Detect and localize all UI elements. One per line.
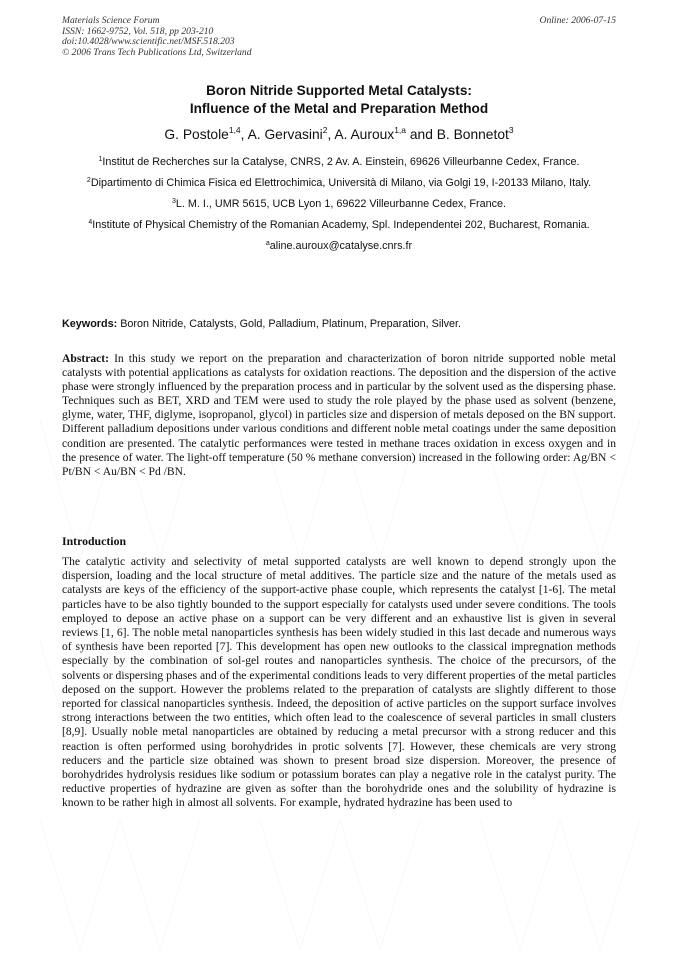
introduction-paragraph: The catalytic activity and selectivity of metal supported catalysts are well known to depend strongly upon the dispersion, loading and the local structure of metal additives. The particle size and the nature of the metals used as catalysts are keys of the efficiency of the support-active phase couple, which represents the catalyst [1-6]. The metal particles have to be also tightly bounded to the support especially for catalysts used under severe conditions. The tools employed to depose an active phase on a support can be very different and an exhaustive list is given in several reviews [1, 6]. The noble metal nanoparticles synthesis has been widely studied in this last decade and numerous ways of synthesis have been reported [7]. This development has open new outlooks to the classical impregnation methods especially by the combination of sol-gel routes and nanoparticles synthesis. The choice of the precursors, of the solvents or dispersing phases and of the experimental conditions leads to very different properties of the metal particles deposed on the support. However the problems related to the preparation of catalysts are slightly different to those reported for classical nanoparticles synthesis. Indeed, the deposition of active particles on the support surface involves strong interactions between the two entities, which often lead to the coalescence of several particles in small clusters [8,9]. Usually noble metal nanoparticles are obtained by reducing a metal precursor with a strong reducer and this reaction is often performed using borohydrides in protic solvents [7]. However, these chemicals are very strong reducers and the particle size obtained was shown to present broad size dispersion. Moreover, the presence of borohydrides hydrolysis residues like sodium or potassium borates can play a negative role in the catalyst purity. The reductive properties of hydrazine are given as softer than the borohydride ones and the solubility of hydrazine is known to be rather high in almost all solvents. For example, hydrated hydrazine has been used to <box>62 555 616 810</box>
online-date: Online: 2006-07-15 <box>539 15 616 26</box>
corresponding-email <box>70 239 608 254</box>
affiliation-sup: a <box>265 240 270 247</box>
affiliation-sup: 3 <box>172 198 176 205</box>
author-name: B. Bonnetot <box>436 127 509 142</box>
abstract-paragraph <box>62 352 616 479</box>
affiliation-text: Institute of Physical Chemistry of the Romanian Academy, Spl. Independentei 202, Bucharest, Romania. <box>92 219 590 231</box>
affiliation-sup: 4 <box>88 219 93 226</box>
author-separator: and <box>406 127 437 142</box>
affiliation-item <box>70 197 608 212</box>
author-list <box>62 127 616 142</box>
keywords-label: Keywords: <box>62 318 118 330</box>
title-line-2: Influence of the Metal and Preparation Method <box>189 101 489 116</box>
author-sup: 1,4 <box>228 125 241 135</box>
introduction-heading: Introduction <box>62 534 127 548</box>
author-name: A. Auroux <box>334 127 395 142</box>
affiliation-item <box>70 176 608 191</box>
author-sup: 3 <box>508 125 514 135</box>
keywords-line <box>62 318 616 330</box>
affiliation-sup: 2 <box>86 177 91 184</box>
doi-line: doi:10.4028/www.scientific.net/MSF.518.203 <box>62 36 235 47</box>
affiliation-text: L. M. I., UMR 5615, UCB Lyon 1, 69622 Villeurbanne Cedex, France. <box>175 198 506 210</box>
affiliation-text: Dipartimento di Chimica Fisica ed Elettrochimica, Università di Milano, via Golgi 19, I-20133 Milano, Italy. <box>90 177 592 189</box>
journal-header <box>62 16 616 58</box>
title-line-1: Boron Nitride Supported Metal Catalysts: <box>206 83 472 98</box>
author-sup: 1,a <box>394 125 407 135</box>
issn-line: ISSN: 1662-9752, Vol. 518, pp 203-210 <box>62 25 214 37</box>
abstract-label: Abstract: <box>62 352 110 365</box>
abstract-text: In this study we report on the preparation and characterization of boron nitride supported noble metal catalysts with potential applications as catalysts for oxidation reactions. The deposition and the dispersion of the active phase were strongly influenced by the preparation process and in particular by the solvent used as the dispersing phase. Techniques such as BET, XRD and TEM were used to study the role played by the phase used as solvent (benzene, glyme, water, THF, diglyme, isopropanol, glycol) in particles size and dispersion of metals deposed on the BN support. Different palladium depositions under various conditions and different noble metal coatings under the same deposition condition are presented. The catalytic performances were tested in methane traces oxidation in excess oxygen and in the presence of water. The light-off temperature (50 % methane conversion) increased in the following order: Ag/BN < Pt/BN < Au/BN < Pd /BN. <box>62 352 616 478</box>
copyright-line: © 2006 Trans Tech Publications Ltd, Switzerland <box>62 46 252 58</box>
affiliation-item <box>70 155 608 170</box>
email-text: aline.auroux@catalyse.cnrs.fr <box>269 240 413 252</box>
keywords-text: Boron Nitride, Catalysts, Gold, Palladium, Platinum, Preparation, Silver. <box>120 318 462 330</box>
affiliation-text: Institut de Recherches sur la Catalyse, CNRS, 2 Av. A. Einstein, 69626 Villeurbanne Cedex, France. <box>102 156 580 168</box>
author-name: G. Postole <box>164 127 229 142</box>
affiliation-list <box>70 155 608 260</box>
author-separator: , <box>240 127 248 142</box>
author-name: A. Gervasini <box>247 127 323 142</box>
author-separator: , <box>327 127 335 142</box>
affiliation-item <box>70 218 608 233</box>
paper-title <box>62 82 616 118</box>
author-sup: 2 <box>322 125 328 135</box>
journal-name: Materials Science Forum <box>62 15 160 26</box>
affiliation-sup: 1 <box>98 156 103 163</box>
